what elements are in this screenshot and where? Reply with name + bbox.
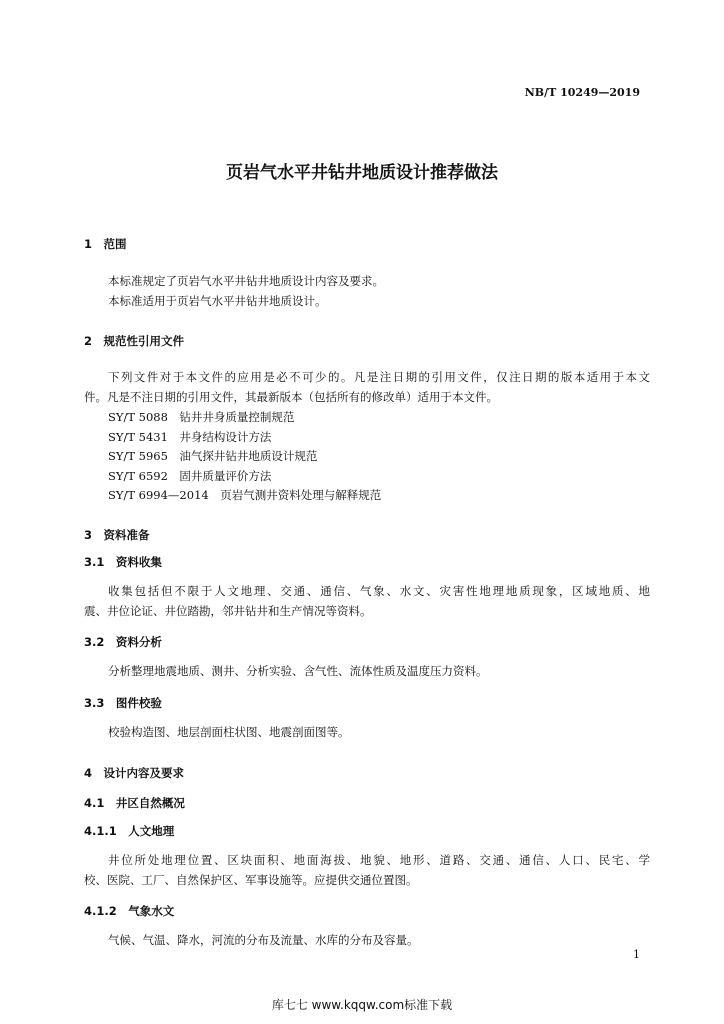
section-1-paragraph-2: 本标准适用于页岩气水平井钻井地质设计。 <box>108 294 327 308</box>
section-3-2-heading: 3.2 资料分析 <box>84 635 162 649</box>
section-3-3-heading: 3.3 图件校验 <box>84 696 162 710</box>
section-4-1-1-heading: 4.1.1 人文地理 <box>84 824 175 838</box>
reference-item: SY/T 5965 油气探井钻井地质设计规范 <box>108 449 318 463</box>
section-3-heading: 3 资料准备 <box>84 528 150 542</box>
section-2-heading: 2 规范性引用文件 <box>84 334 185 348</box>
section-4-1-2-paragraph: 气候、气温、降水，河流的分布及流量、水库的分布及容量。 <box>108 933 419 947</box>
section-3-2-paragraph: 分析整理地震地质、测井、分析实验、含气性、流体性质及温度压力资料。 <box>108 664 488 678</box>
section-3-1-line-2: 震、井位论证、井位踏勘，邻井钻井和生产情况等资料。 <box>84 604 372 618</box>
section-4-heading: 4 设计内容及要求 <box>84 766 185 780</box>
section-4-1-2-heading: 4.1.2 气象水文 <box>84 904 175 918</box>
section-2-paragraph-line-2: 件。凡是不注日期的引用文件，其最新版本（包括所有的修改单）适用于本文件。 <box>84 390 498 404</box>
reference-item: SY/T 5431 井身结构设计方法 <box>108 430 272 444</box>
section-1-heading: 1 范围 <box>84 237 127 251</box>
section-4-1-1-line-2: 校、医院、工厂、自然保护区、军事设施等。应提供交通位置图。 <box>84 873 418 887</box>
section-1-paragraph-1: 本标准规定了页岩气水平井钻井地质设计内容及要求。 <box>108 274 384 288</box>
section-4-1-heading: 4.1 井区自然概况 <box>84 796 185 810</box>
section-4-1-1-line-1: 井位所处地理位置、区块面积、地面海拔、地貌、地形、道路、交通、通信、人口、民宅、学 <box>108 853 650 867</box>
section-2-paragraph-line-1: 下列文件对于本文件的应用是必不可少的。凡是注日期的引用文件，仅注日期的版本适用于本文 <box>108 370 650 384</box>
document-title: 页岩气水平井钻井地质设计推荐做法 <box>226 163 498 183</box>
page-number: 1 <box>633 948 640 961</box>
section-3-3-paragraph: 校验构造图、地层剖面柱状图、地震剖面图等。 <box>108 725 350 739</box>
section-3-1-heading: 3.1 资料收集 <box>84 555 162 569</box>
footer-watermark: 库七七 www.kqqw.com标准下载 <box>271 998 453 1012</box>
reference-item: SY/T 6592 固井质量评价方法 <box>108 469 272 483</box>
standard-number: NB/T 10249—2019 <box>524 86 640 99</box>
reference-item: SY/T 5088 钻井井身质量控制规范 <box>108 410 295 424</box>
section-3-1-line-1: 收集包括但不限于人文地理、交通、通信、气象、水文、灾害性地理地质现象，区域地质、地 <box>108 584 650 598</box>
reference-item: SY/T 6994—2014 页岩气测井资料处理与解释规范 <box>108 488 382 502</box>
